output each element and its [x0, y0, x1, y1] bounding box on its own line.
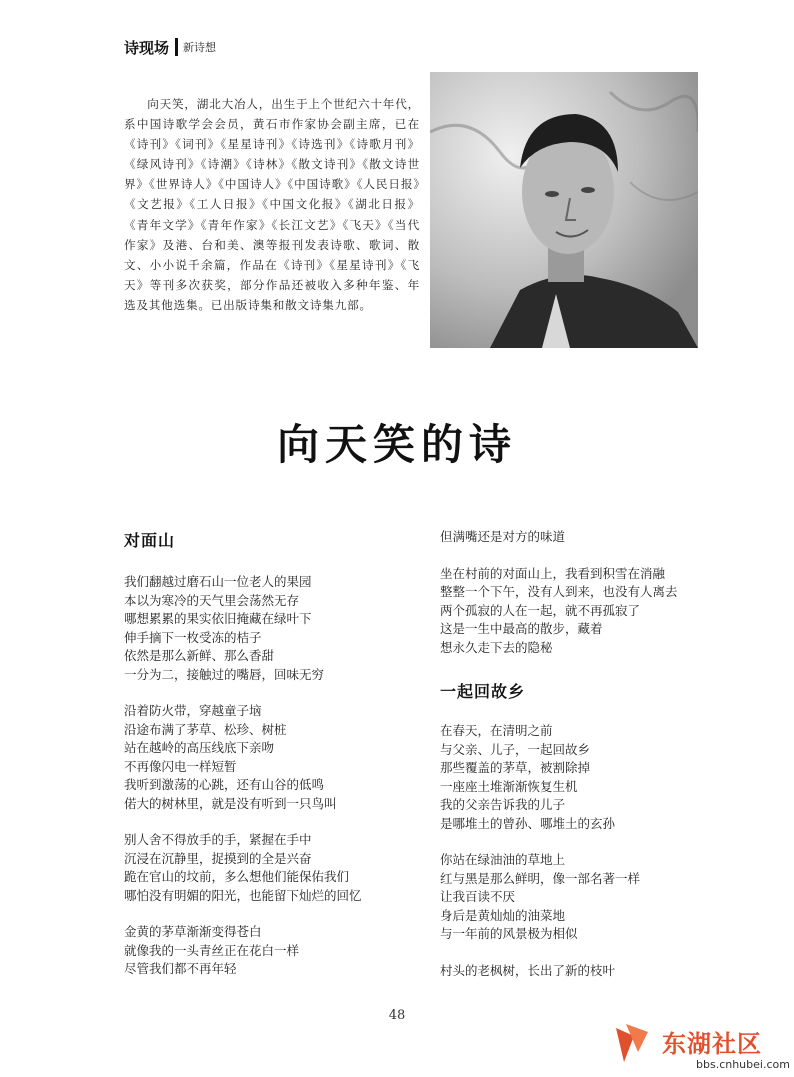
poem-line: 与一年前的风景极为相似: [440, 926, 578, 941]
poem-line: 沉浸在沉静里，捉摸到的全是兴奋: [124, 850, 312, 866]
stanza: [124, 923, 392, 979]
author-photo: [430, 72, 698, 348]
section-name: 诗现场: [124, 38, 170, 57]
poem-line: 你站在绿油油的草地上: [440, 852, 566, 867]
page-number: 48: [388, 1008, 406, 1023]
poem-line: 站在越岭的高压线底下亲吻: [124, 740, 275, 755]
poem-line: 偌大的树林里，就是没有听到一只鸟叫: [124, 795, 337, 811]
stanza: [440, 565, 710, 658]
poem-line: 整整一个下午，没有人到来，也没有人离去: [440, 584, 678, 599]
poem-line: 伸手摘下一枚受冻的桔子: [124, 629, 262, 645]
stanza: [440, 528, 710, 547]
stanza: [440, 722, 710, 833]
page-header: [124, 36, 216, 58]
poem-line: 一座座土堆渐渐恢复生机: [440, 778, 578, 794]
poem-line: 与父亲、儿子，一起回故乡: [440, 741, 591, 757]
poem-line: 依然是那么新鲜、那么香甜: [124, 648, 275, 663]
watermark: [612, 1022, 792, 1076]
poem-line: 那些覆盖的茅草，被割除掉: [440, 760, 591, 775]
header-divider: [175, 38, 178, 56]
left-column: [124, 528, 392, 979]
poem-line: 就像我的一头青丝正在花白一样: [124, 942, 300, 958]
poem-line: 沿途布满了茅草、松珍、树桩: [124, 721, 287, 737]
poem-line: 坐在村前的对面山上，我看到积雪在消融: [440, 565, 666, 581]
poem-line: 跪在官山的坟前，多么想他们能保佑我们: [124, 869, 350, 884]
poem-line: 让我百读不厌: [440, 889, 516, 904]
poem-title-duimianshan: 对面山: [124, 531, 176, 550]
poem-title-yiqihuiguxiang: 一起回故乡: [440, 682, 526, 701]
poem-line: 红与黑是那么鲜明，像一部名著一样: [440, 870, 641, 886]
poem-line: 一分为二，接触过的嘴唇，回味无穷: [124, 666, 325, 682]
poem-line: 我们翻越过磨石山一位老人的果园: [124, 574, 312, 589]
stanza: [440, 962, 710, 981]
main-title: 向天笑的诗: [276, 420, 517, 469]
poem-line: 哪想累累的果实依旧掩藏在绿叶下: [124, 611, 312, 626]
stanza: [124, 573, 392, 684]
poem-line: 别人舍不得放手的手，紧握在手中: [124, 832, 312, 847]
poem-line: 本以为寒冷的天气里会荡然无存: [124, 592, 300, 608]
poem-line: 在春天，在清明之前: [440, 723, 553, 738]
author-bio: 向天笑，湖北大冶人，出生于上个世纪六十年代，系中国诗歌学会会员，黄石市作家协会副主席，已在《诗刊》《词刊》《星星诗刊》《诗选刊》《诗歌月刊》《绿风诗刊》《诗潮》《诗林》《散文诗刊》《散文诗世界》《世界诗人》《中国诗人》《中国诗歌》《人民日报》《文艺报》《工人日报》《中国文化报》《湖北日报》《青年文学》《青年作家》《长江文艺》《飞天》《当代作家》及港、台和美、澳等报刊发表诗歌、歌词、散文、小小说千余篇，作品在《诗刊》《星星诗刊》《飞天》等刊多次获奖，部分作品还被收入多种年鉴、年选及其他选集。已出版诗集和散文诗集九部。: [124, 97, 420, 312]
stanza: [124, 831, 392, 905]
poem-line: 尽管我们都不再年轻: [124, 961, 237, 976]
poem-line: 我的父亲告诉我的儿子: [440, 797, 566, 812]
stanza: [440, 851, 710, 944]
poem-line: 哪怕没有明媚的阳光，也能留下灿烂的回忆: [124, 887, 362, 903]
watermark-url: bbs.cnhubei.com: [696, 1058, 790, 1071]
stanza: [124, 702, 392, 813]
portrait-illustration: [430, 72, 698, 348]
poem-line: 身后是黄灿灿的油菜地: [440, 907, 566, 923]
poem-line: 沿着防火带，穿越童子垴: [124, 703, 262, 718]
poem-line: 但满嘴还是对方的味道: [440, 529, 566, 544]
poem-line: 两个孤寂的人在一起，就不再孤寂了: [440, 602, 641, 618]
poem-line: 金黄的茅草渐渐变得苍白: [124, 924, 262, 939]
poem-line: 不再像闪电一样短暂: [124, 758, 237, 774]
poem-line: 村头的老枫树，长出了新的枝叶: [440, 962, 616, 978]
subsection-name: 新诗想: [183, 41, 217, 54]
poem-line: 我听到激荡的心跳，还有山谷的低鸣: [124, 777, 325, 792]
right-column: [440, 528, 710, 980]
poem-line: 是哪堆土的曾孙、哪堆土的玄孙: [440, 815, 616, 831]
watermark-name: 东湖社区: [662, 1030, 762, 1058]
poem-line: 想永久走下去的隐秘: [440, 639, 553, 655]
poem-line: 这是一生中最高的散步，藏着: [440, 621, 603, 636]
watermark-logo-icon: [612, 1022, 652, 1066]
